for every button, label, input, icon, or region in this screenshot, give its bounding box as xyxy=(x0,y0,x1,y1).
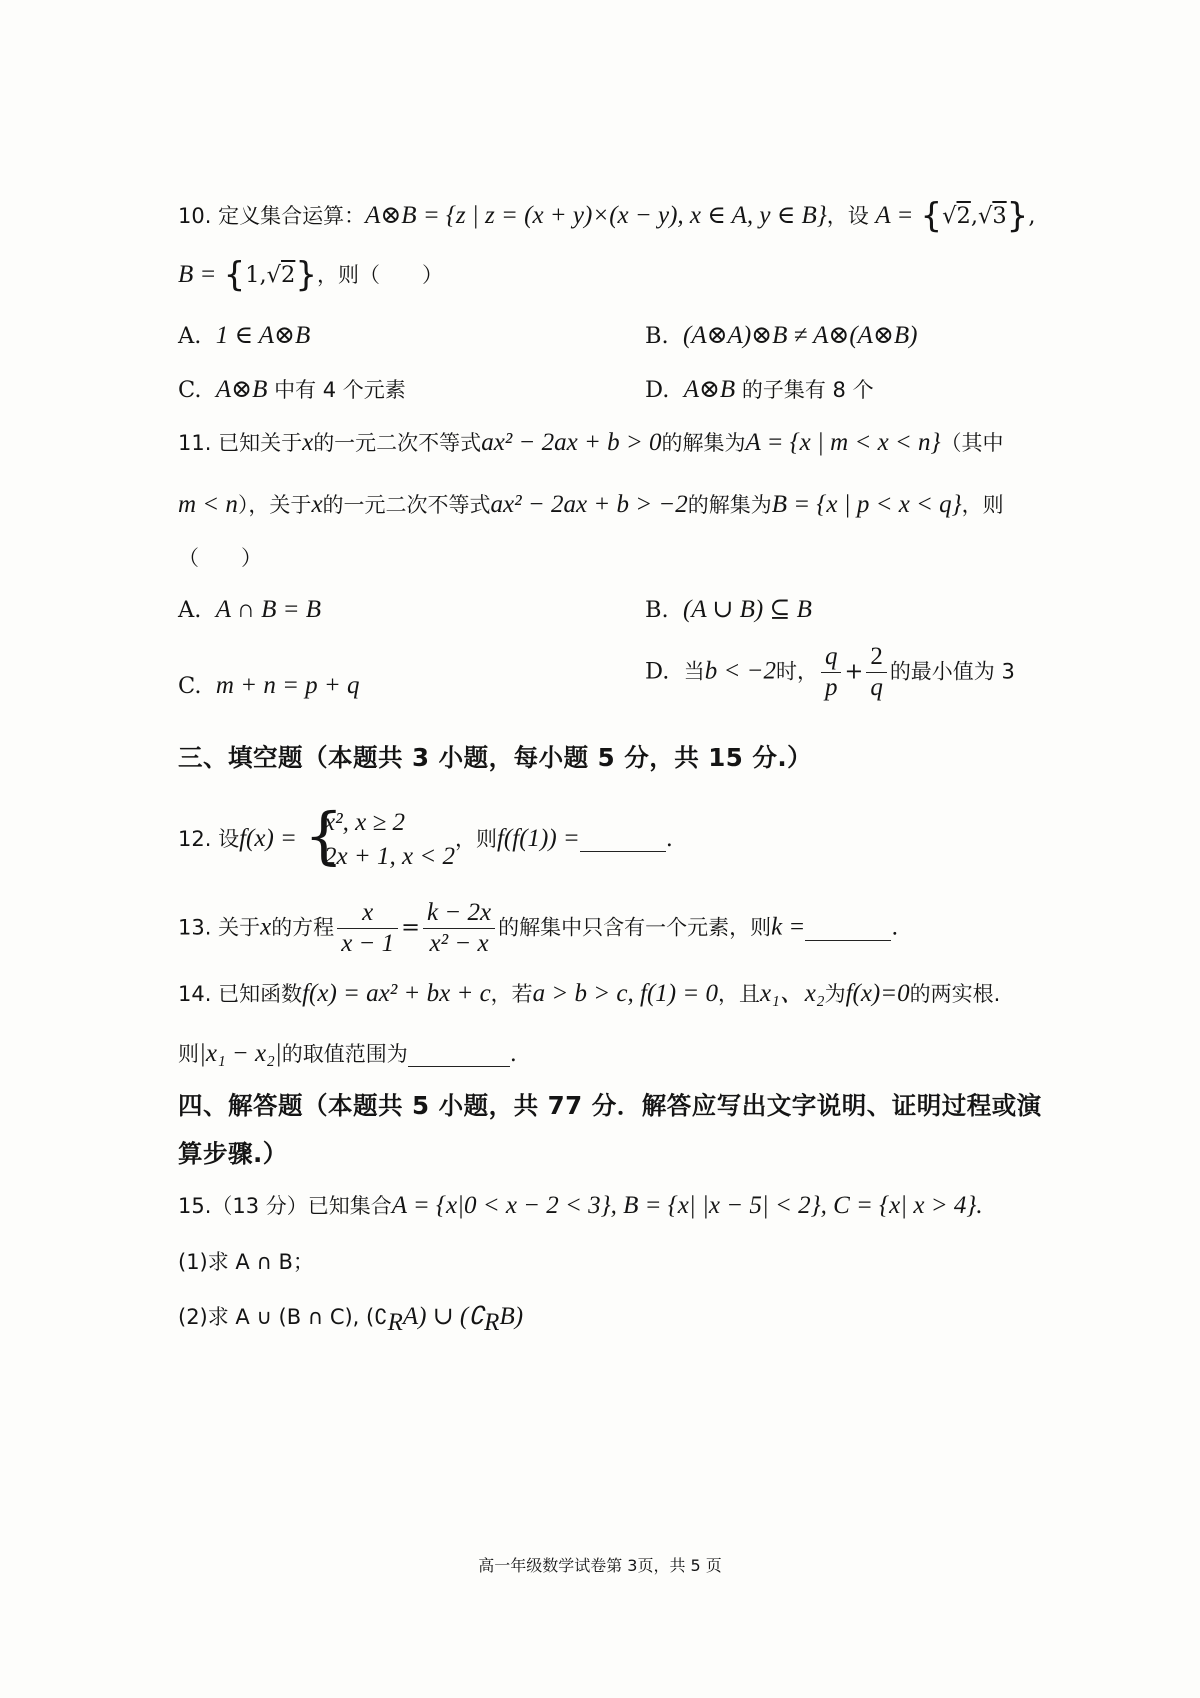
q15-part1-text: (1)求 A ∩ B； xyxy=(178,1250,314,1274)
section4-title-line2: 算步骤.） xyxy=(178,1139,288,1168)
q12-answer-blank[interactable] xyxy=(580,827,666,852)
q11-t1: 的一元二次不等式 xyxy=(313,431,482,455)
q10-opt-b: (A⊗A)⊗B ≠ A⊗(A⊗B) xyxy=(683,322,918,349)
q10-opt-a-label: A. xyxy=(178,323,202,349)
q10-opt-c-label: C. xyxy=(178,377,202,403)
q11-line3 xyxy=(178,540,1050,576)
q13-prefix: 13. 关于 xyxy=(178,915,261,940)
q10-opt-b-label: B. xyxy=(645,323,669,349)
q11-opt-d-cond: b < −2 xyxy=(704,657,776,685)
q15-sets: A = {x|0 < x − 2 < 3}, B = {x| |x − 5| < 2}, C = {x| x > 4}. xyxy=(391,1192,983,1219)
q14-l2-t2: 的取值范围为 xyxy=(281,1042,408,1066)
q10-opt-b-wrap xyxy=(645,318,918,354)
q12-mid: ，则 xyxy=(454,827,497,851)
q11-frac-q-over-p: $\frac{q}{p}$ xyxy=(821,642,842,703)
q11-ineq2: ax² − 2ax + b > −2 xyxy=(490,491,688,518)
q11-l2-t2: 的一元二次不等式 xyxy=(322,493,491,517)
q10-options-ab xyxy=(178,318,1050,354)
q14-t1: ，若 xyxy=(490,982,533,1006)
q14-fx0: f(x)=0 xyxy=(845,980,910,1007)
q10-def-set: {z | z = (x + y)×(x − y), x ∈ A, y ∈ B} xyxy=(445,202,827,229)
q13-t1: 的方程 xyxy=(271,915,335,940)
q11-opt-d-wrap xyxy=(645,642,1015,703)
q14-line1 xyxy=(178,976,1050,1012)
q11-m-lt-n: m < n xyxy=(178,491,238,518)
section3-title: 三、填空题（本题共 3 小题，每小题 5 分，共 15 分.） xyxy=(178,743,813,772)
q14-func: f(x) = ax² + bx + c xyxy=(302,980,491,1007)
q10-sqrt3: √3 xyxy=(978,203,1007,229)
q14-line2 xyxy=(178,1036,1050,1072)
q11-opt-d-label: D. xyxy=(645,658,670,685)
q14-t3: 为 xyxy=(824,982,846,1006)
q13-x: x xyxy=(260,913,272,941)
q14-l2-t1: 则 xyxy=(178,1042,199,1066)
q10-b-brace-close: } xyxy=(295,255,317,295)
q11-line2 xyxy=(178,487,1050,523)
q10-opt-d-wrap xyxy=(645,372,874,408)
q10-b-sqrt2: √2 xyxy=(266,262,296,288)
q15-part2-sub-r1: R xyxy=(387,1309,403,1336)
q10-b-eq: B = xyxy=(178,261,217,288)
q14-roots: x₁、x₂ xyxy=(759,980,825,1007)
q12-line xyxy=(178,799,1050,874)
q12-prefix: 12. 设 xyxy=(178,827,240,851)
q14-answer-blank[interactable] xyxy=(408,1042,510,1067)
q10-a-brace-close: } xyxy=(1006,196,1029,236)
q10-opt-d-math: A⊗B xyxy=(683,376,736,403)
q10-line1: 10. 定义集合运算：A⊗B = {z | z = (x + y)×(x − y), x ∈ A, y ∈ B}，设 A = {√2,√3}, xyxy=(178,196,1036,236)
q13-t2: 的解集中只含有一个元素，则 xyxy=(498,915,772,940)
q13-answer-blank[interactable] xyxy=(805,916,891,941)
q14-t2: ，且 xyxy=(717,982,760,1006)
q13-frac-left: $\frac{x}{x - 1}$ xyxy=(337,898,398,959)
page-footer: 高一年级数学试卷第 3页，共 5 页 xyxy=(478,1556,722,1575)
q10-a-eq: A = xyxy=(875,202,914,229)
q15-prefix: 15.（13 分）已知集合 xyxy=(178,1194,392,1218)
q11-x: x xyxy=(302,429,314,456)
q11-options-ab xyxy=(178,592,1050,628)
q12-case1: x², x ≥ 2 xyxy=(324,809,405,836)
q14-cond: a > b > c, f(1) = 0 xyxy=(532,980,718,1007)
q11-l2-t3: 的解集为 xyxy=(687,493,772,517)
q11-l2-t4: ，则 xyxy=(961,493,1004,517)
q10-opt-c-text: 中有 4 个元素 xyxy=(267,378,406,402)
q13-end: . xyxy=(891,914,899,941)
q11-set-b: B = {x | p < x < q} xyxy=(771,491,962,518)
q11-t2: 的解集为 xyxy=(661,431,746,455)
q11-opt-c-label: C. xyxy=(178,673,202,699)
q11-opt-c: m + n = p + q xyxy=(215,672,360,699)
q11-options-cd xyxy=(178,643,1050,704)
q15-part2-sub-r2: R xyxy=(484,1309,500,1336)
q12-case2: 2x + 1, x < 2 xyxy=(324,843,455,870)
q14-l2-end: . xyxy=(509,1041,517,1067)
q11-line1 xyxy=(178,425,1050,461)
q10-opt-d-text: 的子集有 8 个 xyxy=(735,378,874,402)
q11-frac-2-over-q: $\frac{2}{q}$ xyxy=(866,642,887,703)
q11-answer-paren: （ ） xyxy=(178,546,262,570)
q11-t3: （其中 xyxy=(940,431,1004,455)
q15-part2 xyxy=(178,1299,1050,1335)
q14-abs: |x₁ − x₂| xyxy=(199,1040,282,1067)
q11-opt-b-wrap xyxy=(645,592,812,628)
q10-opt-d-label: D. xyxy=(645,377,670,403)
q13-frac-right: $\frac{k - 2x}{\text{x² − x}}$ xyxy=(423,898,495,959)
q11-ineq1: ax² − 2ax + b > 0 xyxy=(481,429,662,456)
q10-operation-def: A⊗B = xyxy=(365,202,446,229)
q10-options-cd xyxy=(178,372,1050,408)
q10-prefix: 10. 定义集合运算： xyxy=(178,204,366,228)
q11-opt-b-label: B. xyxy=(645,597,669,623)
section4-title-line1: 四、解答题（本题共 5 小题，共 77 分．解答应写出文字说明、证明过程或演 xyxy=(178,1091,1042,1120)
q14-t4: 的两实根. xyxy=(909,982,1001,1006)
q11-opt-d-t2: 时， xyxy=(775,659,818,684)
q11-opt-d-t1: 当 xyxy=(683,659,705,684)
q10-opt-a: 1 ∈ A⊗B xyxy=(215,322,311,349)
q10-opt-c-math: A⊗B xyxy=(215,376,268,403)
q10-mid: ，设 xyxy=(826,204,876,228)
q15-part1 xyxy=(178,1244,1050,1280)
q15-part2-a: A) ∪ (∁ xyxy=(402,1303,485,1330)
q14-prefix: 14. 已知函数 xyxy=(178,982,303,1006)
q10-a-brace-open: { xyxy=(920,196,943,236)
q15-part2-text: (2)求 A ∪ (B ∩ C), (∁ xyxy=(178,1305,388,1329)
q13-line xyxy=(178,898,1050,959)
q12-end: . xyxy=(665,826,673,852)
q13-eq: = xyxy=(401,914,421,941)
q12-piecewise: { x², x ≥ 2 2x + 1, x < 2 xyxy=(304,799,455,872)
q10-tail: ，则（ ） xyxy=(316,263,443,287)
q11-l2-t1: ），关于 xyxy=(237,493,312,517)
q15-part2-b: B) xyxy=(499,1303,524,1330)
q10-sqrt2: √2 xyxy=(942,203,971,229)
q11-set-a: A = {x | m < x < n} xyxy=(745,429,941,456)
q10-b-brace-open: { xyxy=(223,255,246,295)
q15-line1 xyxy=(178,1188,1050,1224)
q10-line2 xyxy=(178,257,1050,293)
q11-prefix: 11. 已知关于 xyxy=(178,431,303,455)
q12-ff: f(f(1)) = xyxy=(496,825,580,852)
q11-opt-d-t3: 的最小值为 3 xyxy=(889,659,1015,684)
q13-k: k = xyxy=(771,913,806,941)
q11-opt-a: A ∩ B = B xyxy=(215,596,322,623)
q11-opt-a-label: A. xyxy=(178,597,202,623)
q12-f: f(x) = xyxy=(239,825,297,852)
q10-b-val1: 1, xyxy=(245,262,267,288)
q11-x2: x xyxy=(311,491,323,518)
q11-opt-b: (A ∪ B) ⊆ B xyxy=(683,596,812,623)
q11-plus: + xyxy=(844,658,864,685)
